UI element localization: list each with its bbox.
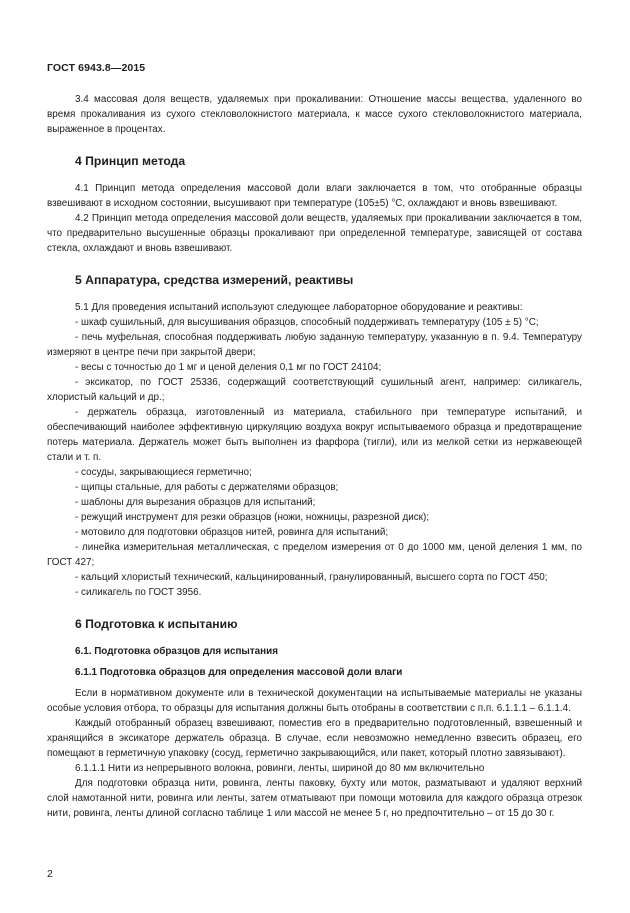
equipment-item: - весы с точностью до 1 мг и ценой деления 0,1 мг по ГОСТ 24104; <box>75 362 382 373</box>
equipment-item: - сосуды, закрывающиеся герметично; <box>75 467 252 478</box>
equipment-item: - силикагель по ГОСТ 3956. <box>75 587 202 598</box>
document-body <box>47 92 582 821</box>
paragraph-4-1: 4.1 Принцип метода определения массовой доли влаги заключается в том, что отобранные образцы взвешивают в исходном состоянии, высушивают при температуре (105±5) °С, охлаждают и вновь взвешивают. <box>47 183 582 209</box>
equipment-item: - печь муфельная, способная поддерживать любую заданную температуру, указанную в п. 9.4. Температуру измеряют в центре печи при закрытой двери; <box>47 332 582 358</box>
section-4-title: 4 Принцип метода <box>75 154 186 168</box>
equipment-item: - держатель образца, изготовленный из материала, стабильного при температуре испытаний, и обеспечивающий наиболее эффективную циркуляцию воздуха вокруг испытываемого образца и предотвращение потерь материала. Держатель может быть выполнен из фарфора (тигли), или из мелкой сетки из нержавеющей стали и т. п. <box>47 407 582 463</box>
paragraph-6-thread-prep: Для подготовки образца нити, ровинга, ленты паковку, бухту или моток, разматывают и удаляют верхний слой намотанной нити, ровинга или ленты, затем отматывают при помощи мотовила для каждого образца отрезок нити, ровинга, ленты длиной согласно таблице 1 или массой не менее 5 г, но предпочтительно – от 15 до 30 г. <box>47 778 582 819</box>
section-5-title: 5 Аппаратура, средства измерений, реактивы <box>75 273 354 287</box>
paragraph-6-intro: Если в нормативном документе или в технической документации на испытываемые материалы не указаны особые условия отбора, то образцы для испытания должны быть отобраны в соответствии с п.п. 6.1.1.1 – 6.1.1.4. <box>47 688 582 714</box>
equipment-item: - щипцы стальные, для работы с держателями образцов; <box>75 482 339 493</box>
section-6-title: 6 Подготовка к испытанию <box>75 617 238 631</box>
equipment-item: - кальций хлористый технический, кальцинированный, гранулированный, высшего сорта по ГОСТ 450; <box>75 572 548 583</box>
paragraph-3-4: 3.4 массовая доля веществ, удаляемых при прокаливании: Отношение массы вещества, удаленного во время прокаливания из сухого стекловолокнистого материала, к массе сухого стекловолокнистого материала, выраженное в процентах. <box>47 94 582 135</box>
document-code-header: ГОСТ 6943.8—2015 <box>47 62 146 74</box>
paragraph-6-weighing: Каждый отобранный образец взвешивают, поместив его в предварительно подготовленный, взвешенный и хранящийся в эксикаторе держатель образца. В случае, если невозможно немедленно взвесить образец, его помещают в герметичную упаковку (сосуд, герметично закрывающийся, или пакет, который плотно завязывают). <box>47 718 582 759</box>
subsection-6-1-1-title: 6.1.1 Подготовка образцов для определения массовой доли влаги <box>75 667 403 678</box>
equipment-item: - линейка измерительная металлическая, с пределом измерения от 0 до 1000 мм, ценой деления 1 мм, по ГОСТ 427; <box>47 542 582 568</box>
equipment-item: - шкаф сушильный, для высушивания образцов, способный поддерживать температуру (105 ± 5) °С; <box>75 317 539 328</box>
equipment-item: - мотовило для подготовки образцов нитей, ровинга для испытаний; <box>75 527 389 538</box>
paragraph-4-2: 4.2 Принцип метода определения массовой доли веществ, удаляемых при прокаливании заключается в том, что предварительно высушенные образцы прокаливают при определенной температуре, зависящей от состава стекла, охлаждают и вновь взвешивают. <box>47 213 582 254</box>
paragraph-6-1-1-1: 6.1.1.1 Нити из непрерывного волокна, ровинги, ленты, шириной до 80 мм включительно <box>75 763 485 774</box>
equipment-item: - шаблоны для вырезания образцов для испытаний; <box>75 497 316 508</box>
subsection-6-1-title: 6.1. Подготовка образцов для испытания <box>75 646 278 657</box>
equipment-item: - эксикатор, по ГОСТ 25336, содержащий соответствующий сушильный агент, например: силикагель, хлористый кальций и др.; <box>47 377 582 403</box>
paragraph-5-1: 5.1 Для проведения испытаний используют следующее лабораторное оборудование и реактивы: <box>75 302 523 313</box>
page-number: 2 <box>47 868 53 880</box>
equipment-item: - режущий инструмент для резки образцов (ножи, ножницы, разрезной диск); <box>75 512 430 523</box>
